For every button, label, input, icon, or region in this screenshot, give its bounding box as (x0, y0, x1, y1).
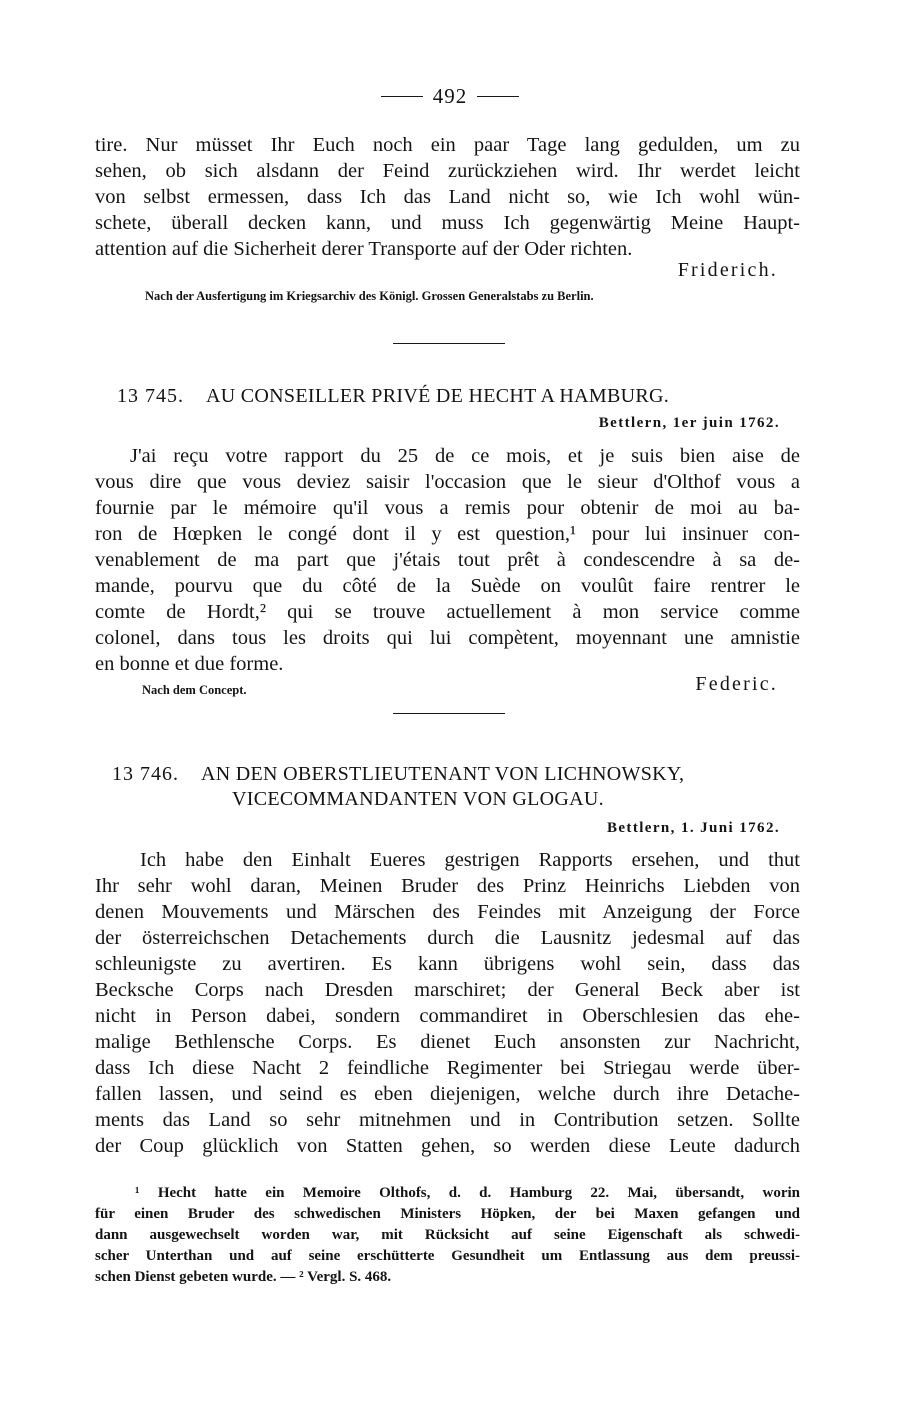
letter-addressee-line2: VICECOMMANDANTEN VON GLOGAU. (232, 788, 604, 810)
text-line: nicht in Person dabei, sondern commandiret in Oberschlesien das ehe- (95, 1005, 800, 1027)
text-line: Ich habe den Einhalt Eueres gestrigen Rapports ersehen, und thut (140, 849, 800, 871)
footnote-line: ¹ Hecht hatte ein Memoire Olthofs, d. d. Hamburg 22. Mai, übersandt, worin (135, 1185, 800, 1201)
text-line: der österreichschen Detachements durch die Lausnitz jedesmal auf das (95, 927, 800, 949)
text-line: en bonne et due forme. (95, 653, 284, 675)
letter-addressee: AU CONSEILLER PRIVÉ DE HECHT A HAMBURG. (206, 385, 670, 407)
footnote-line: dann ausgewechselt worden war, mit Rücksicht auf seine Eigenschaft als schwedi- (95, 1227, 800, 1243)
text-line: dass Ich diese Nacht 2 feindliche Regimenter bei Striegau werde über- (95, 1057, 800, 1079)
page-header (0, 84, 900, 109)
text-line: schete, überall decken kann, und muss Ich gegenwärtig Meine Haupt- (95, 212, 800, 234)
text-line: attention auf die Sicherheit derer Transporte auf der Oder richten. (95, 238, 633, 260)
text-line: mande, pourvu que du côté de la Suède on voulût faire rentrer le (95, 575, 800, 597)
signature: Friderich. (677, 259, 778, 281)
text-line: Becksche Corps nach Dresden marschiret; der General Beck aber ist (95, 979, 800, 1001)
text-line: denen Mouvements und Märschen des Feindes mit Anzeigung der Force (95, 901, 800, 923)
letter-heading (112, 763, 684, 786)
section-divider (393, 713, 505, 714)
text-line: der Coup glücklich von Statten gehen, so werden diese Leute dadurch (95, 1135, 800, 1157)
dateline: Bettlern, 1. Juni 1762. (606, 820, 780, 836)
text-line: vous dire que vous deviez saisir l'occasion que le sieur d'Olthof vous a (95, 471, 800, 493)
text-line: ron de Hœpken le congé dont il y est question,¹ pour lui insinuer con- (95, 523, 800, 545)
source-note: Nach der Ausfertigung im Kriegsarchiv des Königl. Grossen Generalstabs zu Berlin. (145, 289, 594, 303)
text-line: J'ai reçu votre rapport du 25 de ce mois, et je suis bien aise de (130, 445, 800, 467)
text-line: comte de Hordt,² qui se trouve actuellement à mon service comme (95, 601, 800, 623)
text-line: von selbst ermessen, dass Ich das Land nicht so, wie Ich wohl wün- (95, 186, 800, 208)
letter-heading (117, 385, 669, 408)
header-dash-right (477, 96, 519, 97)
page-number: 492 (432, 84, 468, 108)
letter-number: 13 746. (112, 763, 179, 785)
text-line: sehen, ob sich alsdann der Feind zurückziehen wird. Ihr werdet leicht (95, 160, 800, 182)
text-line: tire. Nur müsset Ihr Euch noch ein paar Tage lang gedulden, um zu (95, 134, 800, 156)
text-line: schleunigste zu avertiren. Es kann übrigens wohl sein, dass das (95, 953, 800, 975)
text-line: Ihr sehr wohl daran, Meinen Bruder des Prinz Heinrichs Liebden von (95, 875, 800, 897)
text-line: venablement de ma part que j'étais tout prêt à condescendre à sa de- (95, 549, 800, 571)
section-divider (393, 343, 505, 344)
footnote-line: schen Dienst gebeten wurde. — ² Vergl. S. 468. (95, 1269, 392, 1285)
footnote-line: für einen Bruder des schwedischen Ministers Höpken, der bei Maxen gefangen und (95, 1206, 800, 1222)
footnote-line: scher Unterthan und auf seine erschütterte Gesundheit um Entlassung aus dem preussi- (95, 1248, 800, 1264)
text-line: fournie par le mémoire qu'il vous a remis pour obtenir de moi au ba- (95, 497, 800, 519)
signature: Federic. (695, 673, 778, 695)
text-line: colonel, dans tous les droits qui lui compètent, moyennant une amnistie (95, 627, 800, 649)
text-line: ments das Land so sehr mitnehmen und in Contribution setzen. Sollte (95, 1109, 800, 1131)
text-line: malige Bethlensche Corps. Es dienet Euch ansonsten zur Nachricht, (95, 1031, 800, 1053)
source-note: Nach dem Concept. (142, 683, 247, 697)
letter-addressee: AN DEN OBERSTLIEUTENANT VON LICHNOWSKY, (201, 763, 685, 785)
dateline: Bettlern, 1er juin 1762. (598, 415, 780, 431)
text-line: fallen lassen, und seind es eben diejenigen, welche durch ihre Detache- (95, 1083, 800, 1105)
header-dash-left (381, 96, 423, 97)
letter-number: 13 745. (117, 385, 184, 407)
